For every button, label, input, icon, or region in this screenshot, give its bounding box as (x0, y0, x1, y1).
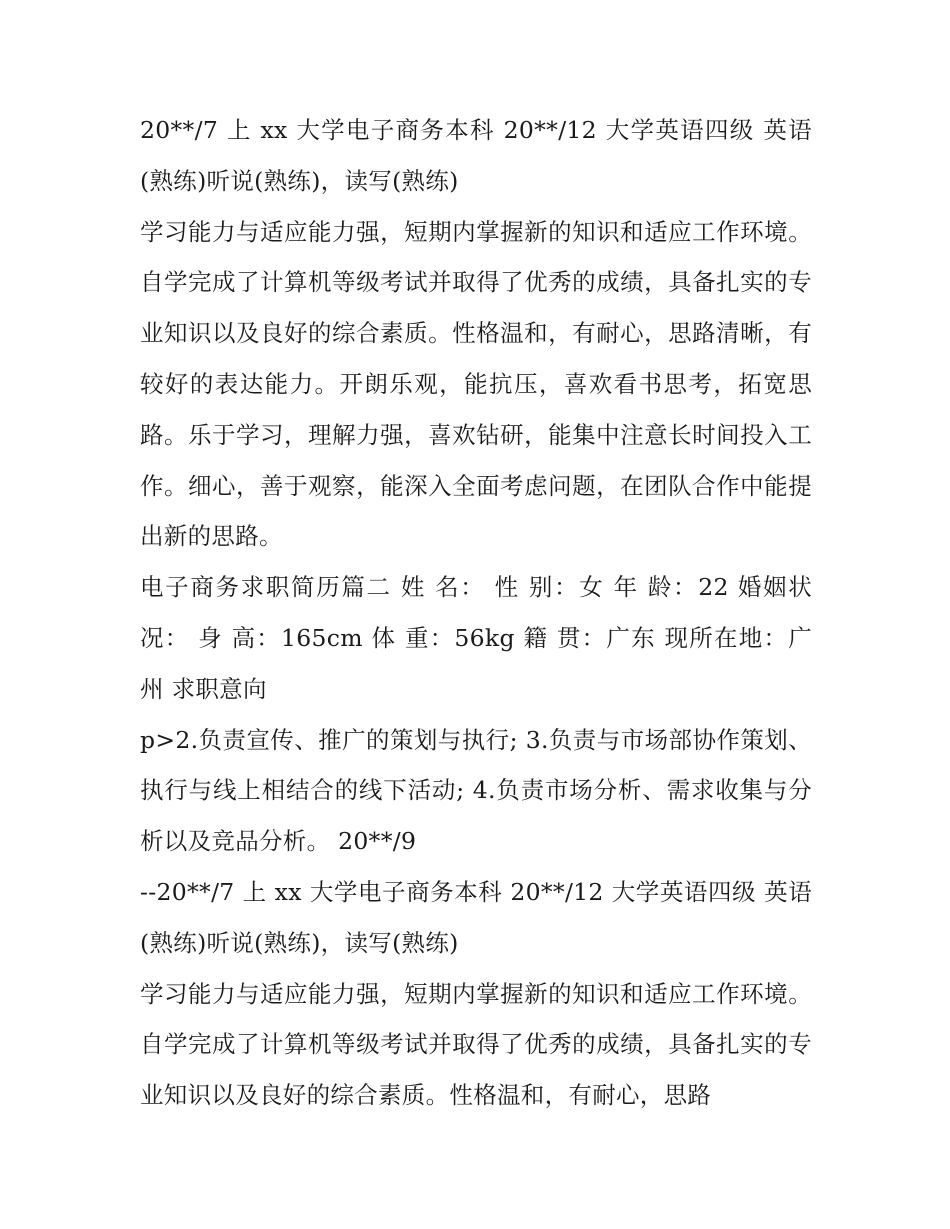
job-duties-paragraph: p>2.负责宣传、推广的策划与执行; 3.负责与市场部协作策划、执行与线上相结合的线下活动; 4.负责市场分析、需求收集与分析以及竞品分析。 20**/9 (140, 725, 812, 856)
document-body (140, 105, 812, 1121)
education-paragraph: 20**/7 上 xx 大学电子商务本科 20**/12 大学英语四级 英语(熟练)听说(熟练)，读写(熟练) (140, 116, 812, 195)
personal-info-paragraph: 电子商务求职简历篇二 姓 名： 性 别：女 年 龄：22 婚姻状况： 身 高：165cm 体 重：56kg 籍 贯：广东 现所在地：广州 求职意向 (140, 573, 812, 703)
self-evaluation-paragraph-repeat: 学习能力与适应能力强，短期内掌握新的知识和适应工作环境。自学完成了计算机等级考试并取得了优秀的成绩，具备扎实的专业知识以及良好的综合素质。性格温和，有耐心，思路 (140, 979, 812, 1110)
self-evaluation-paragraph: 学习能力与适应能力强，短期内掌握新的知识和适应工作环境。自学完成了计算机等级考试并取得了优秀的成绩，具备扎实的专业知识以及良好的综合素质。性格温和，有耐心，思路清晰，有较好的表达能力。开朗乐观，能抗压，喜欢看书思考，拓宽思路。乐于学习，理解力强，喜欢钻研，能集中注意长时间投入工作。细心，善于观察，能深入全面考虑问题，在团队合作中能提出新的思路。 (140, 217, 812, 551)
education-paragraph-repeat: --20**/7 上 xx 大学电子商务本科 20**/12 大学英语四级 英语(熟练)听说(熟练)，读写(熟练) (140, 877, 812, 957)
